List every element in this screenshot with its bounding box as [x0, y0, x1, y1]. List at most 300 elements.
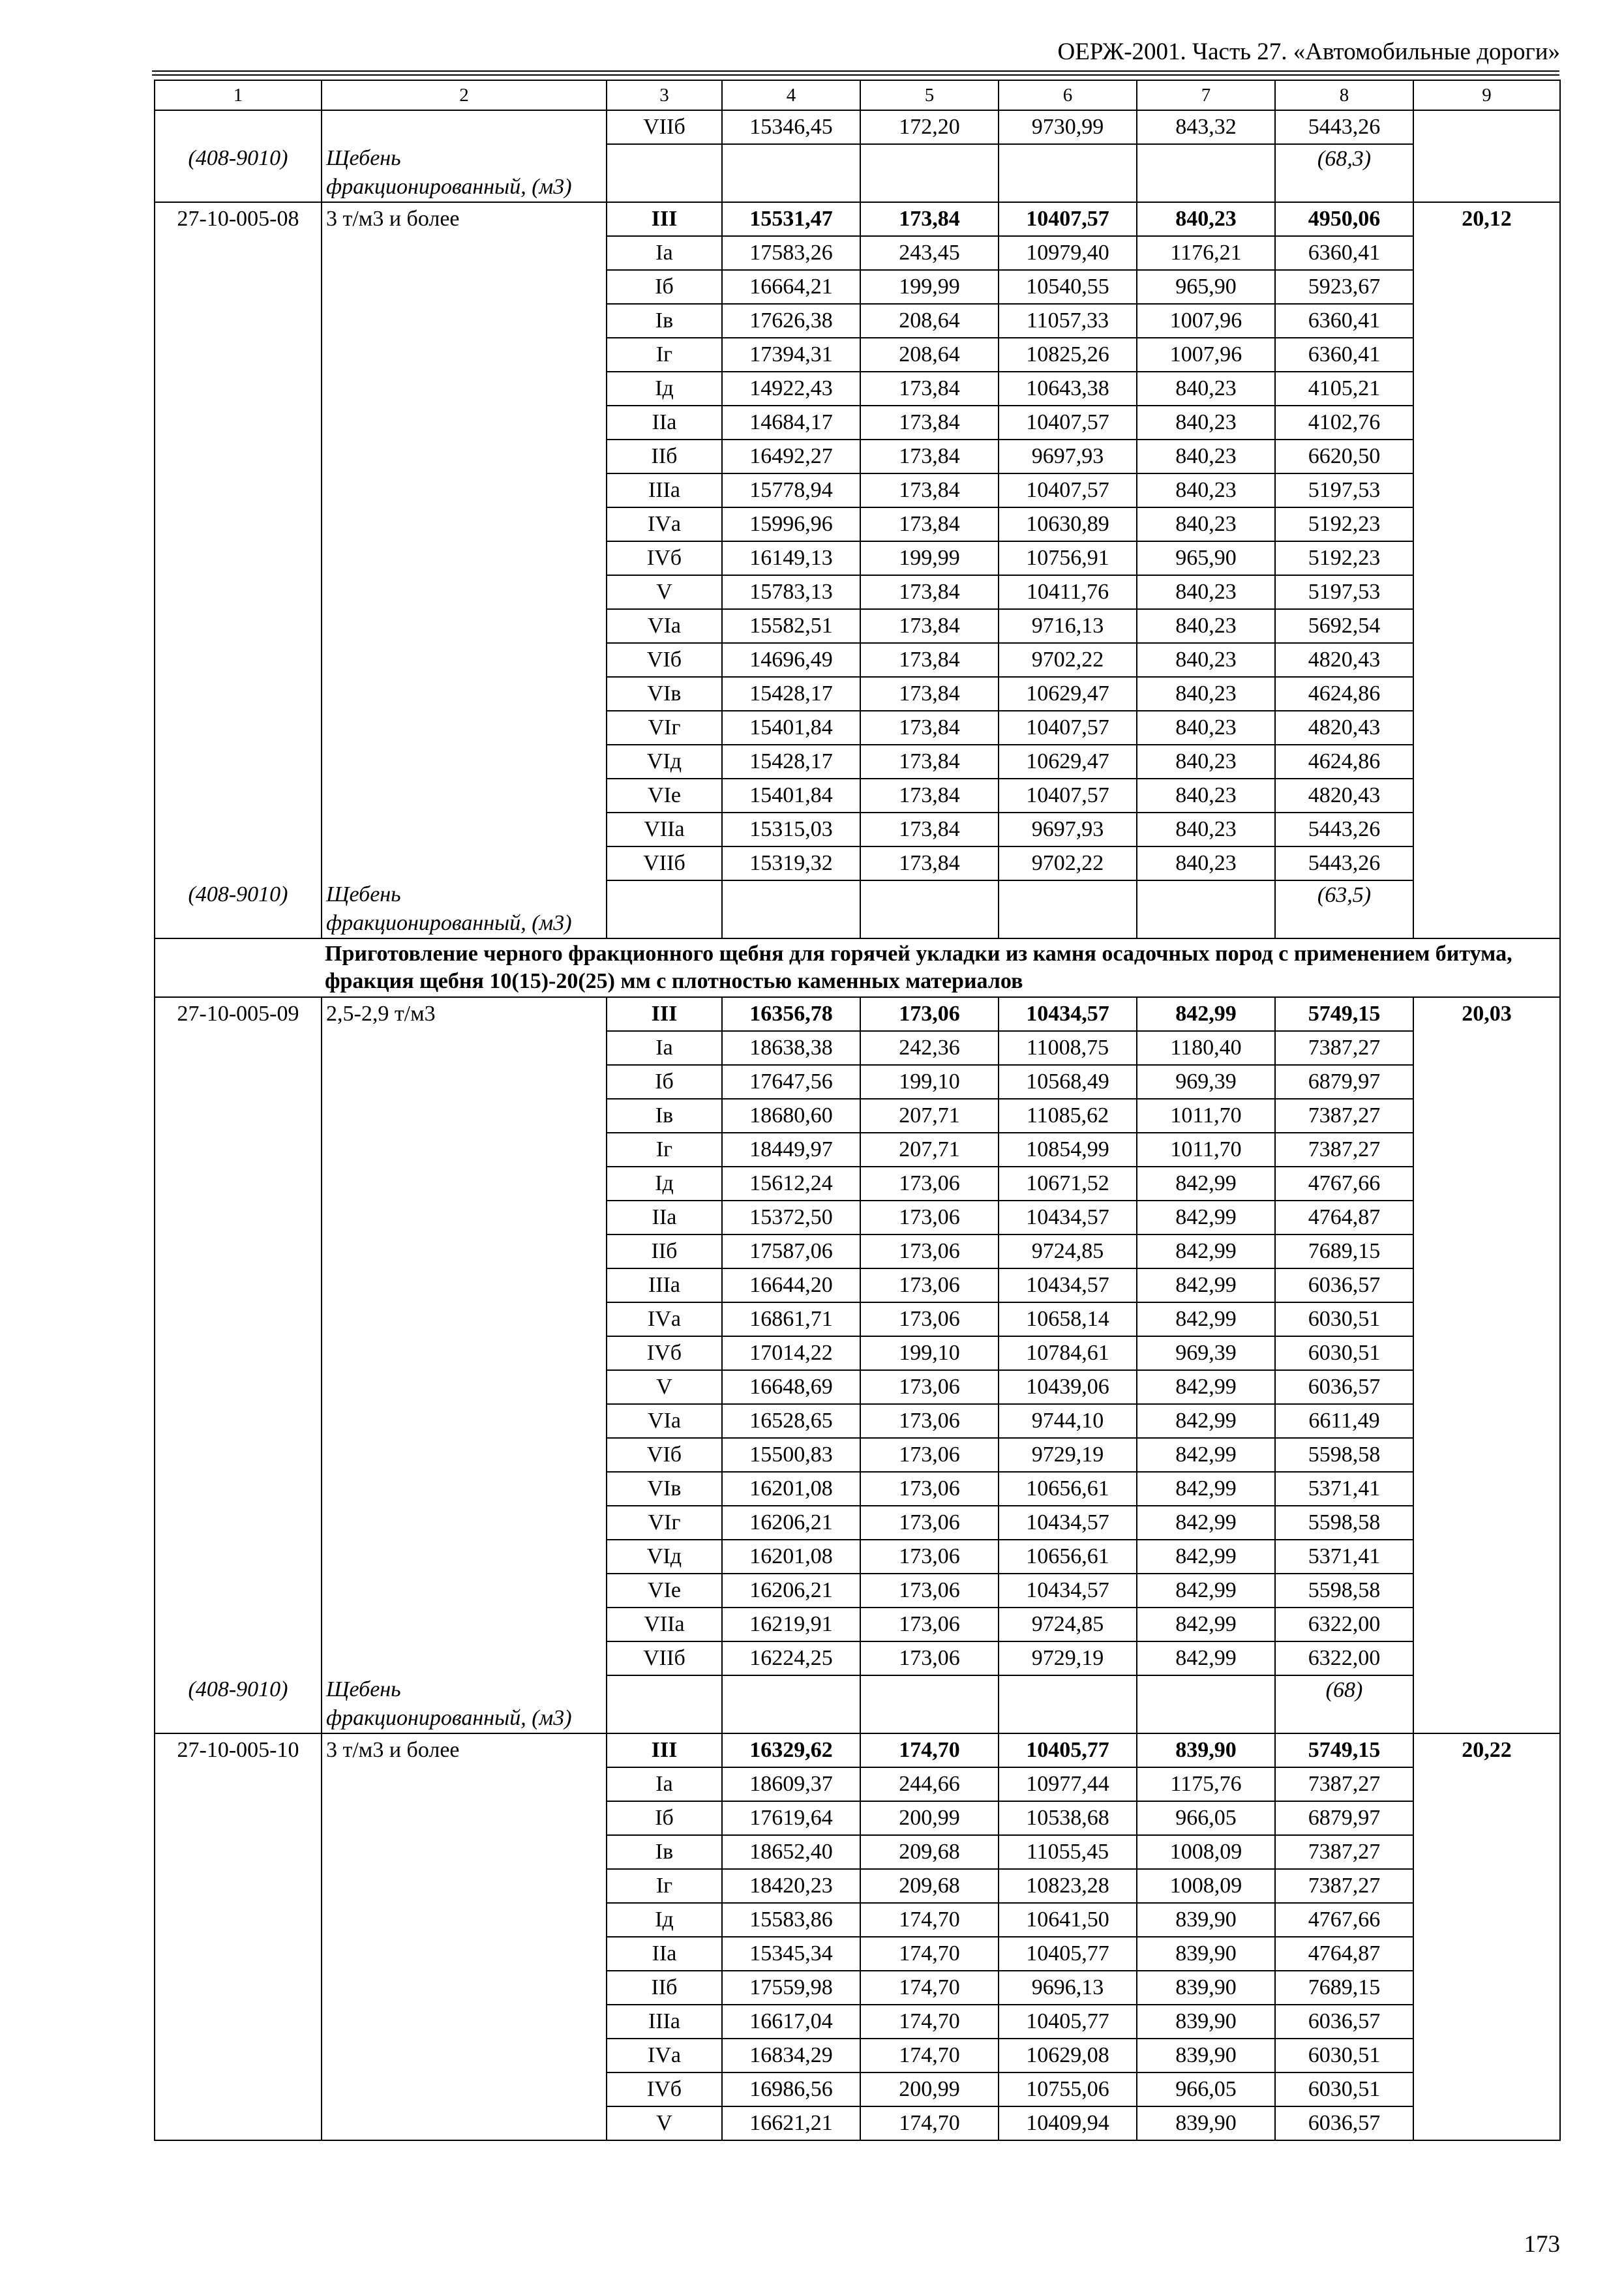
description-cell [322, 1971, 607, 2005]
empty-cell [860, 144, 999, 202]
total-cost-cell: 15582,51 [722, 609, 860, 643]
labor-cost-cell [1413, 1302, 1560, 1336]
rate-code-cell [155, 1336, 322, 1370]
zone-cell: Iб [607, 1801, 722, 1835]
labor-cost-cell [1413, 1506, 1560, 1540]
description-cell [322, 1438, 607, 1472]
description-cell [322, 1869, 607, 1903]
description-cell [322, 1641, 607, 1675]
table-row [155, 1608, 1560, 1641]
empty-cell [860, 1675, 999, 1733]
rate-code-cell [155, 1801, 322, 1835]
labor-cost-cell [1413, 1031, 1560, 1065]
description-cell [322, 338, 607, 372]
labor-cost-cell [1413, 711, 1560, 745]
materials-cell: 4105,21 [1275, 372, 1413, 406]
machinist-wages-cell: 842,99 [1137, 1540, 1275, 1574]
material-name: Щебень фракционированный, (м3) [322, 1675, 607, 1733]
rate-code-cell [155, 406, 322, 440]
machinist-wages-cell: 842,99 [1137, 1608, 1275, 1641]
empty-cell [1413, 144, 1560, 202]
wages-cell: 199,99 [860, 541, 999, 575]
machinist-wages-cell: 969,39 [1137, 1065, 1275, 1099]
labor-cost-cell [1413, 304, 1560, 338]
description-cell: 3 т/м3 и более [322, 202, 607, 236]
description-cell [322, 270, 607, 304]
table-row [155, 2039, 1560, 2072]
labor-cost-cell [1413, 338, 1560, 372]
materials-cell: 4820,43 [1275, 711, 1413, 745]
column-number: 8 [1275, 80, 1413, 110]
machinist-wages-cell: 840,23 [1137, 711, 1275, 745]
table-row [155, 1404, 1560, 1438]
wages-cell: 173,84 [860, 507, 999, 541]
rate-code-cell [155, 270, 322, 304]
table-row [155, 1869, 1560, 1903]
labor-cost-cell: 20,12 [1413, 202, 1560, 236]
machinist-wages-cell: 842,99 [1137, 1404, 1275, 1438]
machine-cost-cell: 10629,08 [999, 2039, 1137, 2072]
description-cell [322, 1472, 607, 1506]
wages-cell: 173,84 [860, 372, 999, 406]
materials-cell: 4820,43 [1275, 779, 1413, 813]
labor-cost-cell [1413, 440, 1560, 473]
machine-cost-cell: 9724,85 [999, 1234, 1137, 1268]
machinist-wages-cell: 840,23 [1137, 440, 1275, 473]
machinist-wages-cell: 1008,09 [1137, 1869, 1275, 1903]
machine-cost-cell: 10407,57 [999, 779, 1137, 813]
total-cost-cell: 17014,22 [722, 1336, 860, 1370]
zone-cell: Iг [607, 338, 722, 372]
machine-cost-cell: 10439,06 [999, 1370, 1137, 1404]
wages-cell: 173,06 [860, 1540, 999, 1574]
empty-cell [1137, 880, 1275, 938]
rate-code-cell [155, 846, 322, 880]
machine-cost-cell: 10434,57 [999, 997, 1137, 1031]
rate-code-cell [155, 1438, 322, 1472]
rate-code-cell [155, 110, 322, 144]
machinist-wages-cell: 840,23 [1137, 507, 1275, 541]
materials-cell: 5443,26 [1275, 813, 1413, 846]
machinist-wages-cell: 840,23 [1137, 813, 1275, 846]
table-row [155, 236, 1560, 270]
total-cost-cell: 15346,45 [722, 110, 860, 144]
materials-cell: 5371,41 [1275, 1540, 1413, 1574]
machinist-wages-cell: 840,23 [1137, 779, 1275, 813]
description-cell [322, 1903, 607, 1937]
table-row [155, 507, 1560, 541]
wages-cell: 173,06 [860, 1506, 999, 1540]
machine-cost-cell: 10784,61 [999, 1336, 1137, 1370]
machine-cost-cell: 10756,91 [999, 541, 1137, 575]
rate-code-cell [155, 236, 322, 270]
zone-cell: IIб [607, 1971, 722, 2005]
rate-code-cell [155, 2072, 322, 2106]
description-cell [322, 643, 607, 677]
zone-cell: Iб [607, 270, 722, 304]
materials-cell: 7387,27 [1275, 1133, 1413, 1167]
machine-cost-cell: 9730,99 [999, 110, 1137, 144]
wages-cell: 173,06 [860, 1574, 999, 1608]
total-cost-cell: 18652,40 [722, 1835, 860, 1869]
machinist-wages-cell: 969,39 [1137, 1336, 1275, 1370]
rate-code-cell [155, 1540, 322, 1574]
column-number-row [155, 80, 1560, 110]
description-cell [322, 1404, 607, 1438]
total-cost-cell: 15345,34 [722, 1937, 860, 1971]
materials-cell: 5692,54 [1275, 609, 1413, 643]
empty-cell [1413, 1675, 1560, 1733]
machine-cost-cell: 10641,50 [999, 1903, 1137, 1937]
rate-code-cell [155, 1065, 322, 1099]
empty-cell [722, 1675, 860, 1733]
machine-cost-cell: 9724,85 [999, 1608, 1137, 1641]
labor-cost-cell [1413, 813, 1560, 846]
total-cost-cell: 17394,31 [722, 338, 860, 372]
machinist-wages-cell: 842,99 [1137, 1641, 1275, 1675]
material-name: Щебень фракционированный, (м3) [322, 144, 607, 202]
zone-cell: IVа [607, 2039, 722, 2072]
column-number: 6 [999, 80, 1137, 110]
machinist-wages-cell: 842,99 [1137, 1302, 1275, 1336]
labor-cost-cell [1413, 643, 1560, 677]
empty-cell [607, 144, 722, 202]
zone-cell: VIе [607, 1574, 722, 1608]
table-row [155, 1031, 1560, 1065]
materials-cell: 6360,41 [1275, 338, 1413, 372]
total-cost-cell: 15583,86 [722, 1903, 860, 1937]
materials-cell: 7387,27 [1275, 1835, 1413, 1869]
empty-cell [1137, 144, 1275, 202]
table-row [155, 997, 1560, 1031]
zone-cell: Iв [607, 1099, 722, 1133]
table-row [155, 1167, 1560, 1201]
machine-cost-cell: 10538,68 [999, 1801, 1137, 1835]
materials-cell: 6030,51 [1275, 1302, 1413, 1336]
wages-cell: 173,84 [860, 575, 999, 609]
machinist-wages-cell: 840,23 [1137, 372, 1275, 406]
materials-cell: 7387,27 [1275, 1099, 1413, 1133]
material-quantity: (68) [1275, 1675, 1413, 1733]
materials-cell: 6879,97 [1275, 1801, 1413, 1835]
materials-cell: 6360,41 [1275, 304, 1413, 338]
machinist-wages-cell: 839,90 [1137, 2039, 1275, 2072]
total-cost-cell: 16644,20 [722, 1268, 860, 1302]
rate-code-cell [155, 1608, 322, 1641]
labor-cost-cell [1413, 1937, 1560, 1971]
materials-cell: 4950,06 [1275, 202, 1413, 236]
labor-cost-cell [1413, 1133, 1560, 1167]
table-row [155, 1767, 1560, 1801]
table-row [155, 2106, 1560, 2140]
rate-code-cell [155, 1869, 322, 1903]
total-cost-cell: 16986,56 [722, 2072, 860, 2106]
table-row [155, 338, 1560, 372]
description-cell [322, 1336, 607, 1370]
machine-cost-cell: 10409,94 [999, 2106, 1137, 2140]
zone-cell: IIIа [607, 473, 722, 507]
zone-cell: IIа [607, 1201, 722, 1234]
total-cost-cell: 17619,64 [722, 1801, 860, 1835]
total-cost-cell: 16528,65 [722, 1404, 860, 1438]
zone-cell: IIб [607, 440, 722, 473]
material-note-row [155, 1675, 1560, 1733]
total-cost-cell: 16492,27 [722, 440, 860, 473]
rate-code-cell [155, 609, 322, 643]
machine-cost-cell: 11057,33 [999, 304, 1137, 338]
wages-cell: 174,70 [860, 1971, 999, 2005]
materials-cell: 6322,00 [1275, 1641, 1413, 1675]
zone-cell: Iг [607, 1869, 722, 1903]
total-cost-cell: 18420,23 [722, 1869, 860, 1903]
total-cost-cell: 16617,04 [722, 2005, 860, 2039]
zone-cell: IIIа [607, 1268, 722, 1302]
column-number: 5 [860, 80, 999, 110]
total-cost-cell: 18638,38 [722, 1031, 860, 1065]
labor-cost-cell [1413, 1336, 1560, 1370]
machine-cost-cell: 11055,45 [999, 1835, 1137, 1869]
machinist-wages-cell: 842,99 [1137, 1472, 1275, 1506]
total-cost-cell: 16648,69 [722, 1370, 860, 1404]
total-cost-cell: 16621,21 [722, 2106, 860, 2140]
rate-code-cell [155, 1404, 322, 1438]
table-row [155, 1903, 1560, 1937]
wages-cell: 199,10 [860, 1336, 999, 1370]
description-cell [322, 846, 607, 880]
description-cell [322, 304, 607, 338]
machine-cost-cell: 10434,57 [999, 1268, 1137, 1302]
total-cost-cell: 17559,98 [722, 1971, 860, 2005]
labor-cost-cell [1413, 541, 1560, 575]
rate-code-cell [155, 1903, 322, 1937]
description-cell [322, 677, 607, 711]
description-cell [322, 110, 607, 144]
labor-cost-cell [1413, 473, 1560, 507]
table-row [155, 609, 1560, 643]
description-cell [322, 813, 607, 846]
table-row [155, 270, 1560, 304]
labor-cost-cell [1413, 1268, 1560, 1302]
wages-cell: 174,70 [860, 2005, 999, 2039]
machinist-wages-cell: 1007,96 [1137, 338, 1275, 372]
wages-cell: 173,06 [860, 1268, 999, 1302]
total-cost-cell: 14922,43 [722, 372, 860, 406]
machine-cost-cell: 9696,13 [999, 1971, 1137, 2005]
labor-cost-cell [1413, 406, 1560, 440]
wages-cell: 173,84 [860, 440, 999, 473]
zone-cell: VIIб [607, 1641, 722, 1675]
page-number: 173 [1524, 2231, 1560, 2258]
total-cost-cell: 15319,32 [722, 846, 860, 880]
description-cell [322, 609, 607, 643]
total-cost-cell: 15531,47 [722, 202, 860, 236]
description-cell [322, 1608, 607, 1641]
wages-cell: 173,06 [860, 1438, 999, 1472]
description-cell [322, 575, 607, 609]
machine-cost-cell: 10434,57 [999, 1201, 1137, 1234]
materials-cell: 6030,51 [1275, 2072, 1413, 2106]
wages-cell: 173,84 [860, 745, 999, 779]
zone-cell: VIб [607, 1438, 722, 1472]
total-cost-cell: 14696,49 [722, 643, 860, 677]
rate-code-cell [155, 1767, 322, 1801]
table-row [155, 440, 1560, 473]
description-cell [322, 440, 607, 473]
wages-cell: 244,66 [860, 1767, 999, 1801]
wages-cell: 174,70 [860, 1903, 999, 1937]
rate-code-cell: 27-10-005-08 [155, 202, 322, 236]
wages-cell: 173,84 [860, 813, 999, 846]
empty-cell [999, 1675, 1137, 1733]
table-row [155, 1472, 1560, 1506]
machine-cost-cell: 10405,77 [999, 1733, 1137, 1767]
zone-cell: IIа [607, 1937, 722, 1971]
materials-cell: 6036,57 [1275, 2106, 1413, 2140]
description-cell [322, 2005, 607, 2039]
materials-cell: 4624,86 [1275, 677, 1413, 711]
column-number: 2 [322, 80, 607, 110]
machine-cost-cell: 10434,57 [999, 1506, 1137, 1540]
wages-cell: 174,70 [860, 1937, 999, 1971]
materials-cell: 5598,58 [1275, 1506, 1413, 1540]
labor-cost-cell [1413, 1869, 1560, 1903]
machine-cost-cell: 10407,57 [999, 473, 1137, 507]
materials-cell: 5598,58 [1275, 1438, 1413, 1472]
price-table [154, 80, 1561, 2141]
description-cell [322, 507, 607, 541]
empty-cell [1137, 1675, 1275, 1733]
wages-cell: 199,99 [860, 270, 999, 304]
machine-cost-cell: 10629,47 [999, 745, 1137, 779]
section-heading: Приготовление черного фракционного щебня для горячей укладки из камня осадочных пород с применением битума, фракция щебня 10(15)-20(25) мм с плотностью каменных материалов [155, 938, 1560, 997]
labor-cost-cell [1413, 575, 1560, 609]
total-cost-cell: 16206,21 [722, 1506, 860, 1540]
machinist-wages-cell: 840,23 [1137, 406, 1275, 440]
rate-code-cell [155, 813, 322, 846]
zone-cell: VIIа [607, 1608, 722, 1641]
machine-cost-cell: 9744,10 [999, 1404, 1137, 1438]
total-cost-cell: 16834,29 [722, 2039, 860, 2072]
table-row [155, 813, 1560, 846]
table-row [155, 1099, 1560, 1133]
column-number: 4 [722, 80, 860, 110]
table-row [155, 1540, 1560, 1574]
machinist-wages-cell: 840,23 [1137, 473, 1275, 507]
zone-cell: V [607, 575, 722, 609]
materials-cell: 6030,51 [1275, 1336, 1413, 1370]
table-row [155, 372, 1560, 406]
wages-cell: 173,84 [860, 779, 999, 813]
zone-cell: VIа [607, 1404, 722, 1438]
rate-code-cell [155, 440, 322, 473]
wages-cell: 174,70 [860, 2039, 999, 2072]
wages-cell: 173,06 [860, 1302, 999, 1336]
description-cell: 3 т/м3 и более [322, 1733, 607, 1767]
labor-cost-cell [1413, 1167, 1560, 1201]
table-row [155, 1438, 1560, 1472]
zone-cell: VIIа [607, 813, 722, 846]
table-row [155, 1506, 1560, 1540]
labor-cost-cell [1413, 609, 1560, 643]
description-cell [322, 1574, 607, 1608]
wages-cell: 173,84 [860, 406, 999, 440]
table-row [155, 1835, 1560, 1869]
rate-code-cell [155, 711, 322, 745]
zone-cell: Iг [607, 1133, 722, 1167]
description-cell [322, 1767, 607, 1801]
total-cost-cell: 15783,13 [722, 575, 860, 609]
description-cell [322, 2039, 607, 2072]
zone-cell: Iд [607, 372, 722, 406]
materials-cell: 5923,67 [1275, 270, 1413, 304]
machinist-wages-cell: 840,23 [1137, 677, 1275, 711]
labor-cost-cell [1413, 1835, 1560, 1869]
table-row [155, 406, 1560, 440]
material-quantity: (63,5) [1275, 880, 1413, 938]
zone-cell: III [607, 997, 722, 1031]
rate-code-cell [155, 1971, 322, 2005]
wages-cell: 173,06 [860, 1201, 999, 1234]
description-cell [322, 406, 607, 440]
description-cell [322, 1268, 607, 1302]
rate-code-cell [155, 304, 322, 338]
rate-code-cell [155, 745, 322, 779]
zone-cell: VIг [607, 1506, 722, 1540]
materials-cell: 5192,23 [1275, 507, 1413, 541]
total-cost-cell: 15401,84 [722, 711, 860, 745]
wages-cell: 173,84 [860, 609, 999, 643]
total-cost-cell: 16329,62 [722, 1733, 860, 1767]
rate-code-cell [155, 1574, 322, 1608]
table-row [155, 1268, 1560, 1302]
machinist-wages-cell: 842,99 [1137, 1438, 1275, 1472]
machinist-wages-cell: 842,99 [1137, 1370, 1275, 1404]
description-cell [322, 236, 607, 270]
materials-cell: 7689,15 [1275, 1971, 1413, 2005]
zone-cell: Iд [607, 1903, 722, 1937]
machine-cost-cell: 10979,40 [999, 236, 1137, 270]
machine-cost-cell: 10434,57 [999, 1574, 1137, 1608]
table-body [155, 80, 1560, 2140]
table-row [155, 1234, 1560, 1268]
machine-cost-cell: 9702,22 [999, 643, 1137, 677]
machinist-wages-cell: 966,05 [1137, 1801, 1275, 1835]
machine-cost-cell: 9716,13 [999, 609, 1137, 643]
machine-cost-cell: 10568,49 [999, 1065, 1137, 1099]
column-number: 7 [1137, 80, 1275, 110]
description-cell [322, 1937, 607, 1971]
materials-cell: 7387,27 [1275, 1869, 1413, 1903]
table-row [155, 2072, 1560, 2106]
total-cost-cell: 15401,84 [722, 779, 860, 813]
materials-cell: 5197,53 [1275, 575, 1413, 609]
machinist-wages-cell: 1011,70 [1137, 1133, 1275, 1167]
materials-cell: 5443,26 [1275, 110, 1413, 144]
zone-cell: IIIа [607, 2005, 722, 2039]
machinist-wages-cell: 839,90 [1137, 1903, 1275, 1937]
table-row [155, 1971, 1560, 2005]
machinist-wages-cell: 1011,70 [1137, 1099, 1275, 1133]
rate-code-cell [155, 507, 322, 541]
table-row [155, 1302, 1560, 1336]
rate-code-cell [155, 1472, 322, 1506]
materials-cell: 5749,15 [1275, 1733, 1413, 1767]
rate-code-cell [155, 1167, 322, 1201]
machinist-wages-cell: 1176,21 [1137, 236, 1275, 270]
total-cost-cell: 16206,21 [722, 1574, 860, 1608]
labor-cost-cell [1413, 2072, 1560, 2106]
machinist-wages-cell: 840,23 [1137, 745, 1275, 779]
